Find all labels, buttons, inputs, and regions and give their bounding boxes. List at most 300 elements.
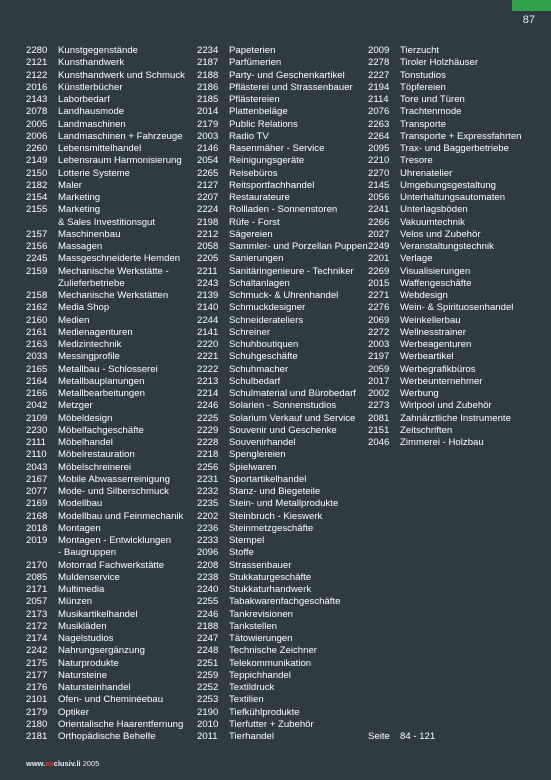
directory-entry [26,682,185,694]
directory-entry [368,94,522,106]
directory-entry [197,131,368,143]
entry-code: 2247 [197,633,219,644]
entry-code: 2140 [197,302,219,314]
entry-code: 2251 [197,657,219,669]
entry-name: Messingprofile [58,351,120,363]
entry-code: 2127 [197,179,219,191]
entry-code: 2233 [197,535,219,546]
entry-code: 2181 [26,731,48,742]
directory-entry [197,204,368,216]
entry-code: 2220 [197,339,219,350]
entry-name: Tonstudios [400,69,446,81]
directory-entry [26,106,185,118]
directory-entry [26,315,185,327]
directory-entry [197,523,368,535]
directory-entry [197,474,368,486]
directory-entry [26,645,185,657]
entry-code: 2246 [197,400,219,412]
directory-entry [197,327,368,339]
entry-code: 2243 [197,277,219,289]
entry-code: 2101 [26,694,48,706]
directory-entry [368,180,522,192]
entry-name: Trachtenmode [400,106,462,118]
entry-name: Media Shop [58,302,110,314]
entry-name: Montagen - Entwicklungen [58,535,172,546]
entry-code: 2182 [26,179,48,191]
entry-name: Möbelhandel [58,437,113,448]
entry-name: Töpfereien [400,81,446,93]
entry-name: Spenglereien [229,449,286,461]
entry-code: 2244 [197,314,219,326]
directory-entry [26,131,185,143]
directory-entry [368,376,522,388]
entry-code: 2076 [368,106,390,118]
entry-code: 2188 [197,620,219,632]
entry-name: Metallbearbeitungen [58,388,145,399]
directory-entry [197,609,368,621]
entry-name: Schmuckdesigner [229,302,306,314]
entry-name: Musikartikelhandel [58,608,138,620]
entry-code: 2019 [26,535,48,546]
directory-entry [26,204,185,216]
directory-entry [197,584,368,596]
directory-entry [368,425,522,437]
entry-code: 2256 [197,461,219,473]
entry-code: 2143 [26,94,48,105]
entry-code: 2202 [197,510,219,522]
directory-entry [26,609,185,621]
entry-name: Schmuck- & Uhrenhandel [229,290,339,301]
entry-code: 2245 [26,253,48,265]
page-range-reference [368,731,435,742]
entry-name: Lotterie Systeme [58,167,130,179]
entry-code: 2266 [368,216,390,228]
entry-name: Parfümerien [229,57,282,69]
directory-entry [197,351,368,363]
entry-code: 2211 [197,265,218,277]
entry-code: 2122 [26,69,48,81]
entry-code: 2095 [368,143,390,154]
entry-code: 2238 [197,571,219,583]
entry-name: Strassenbauer [229,559,292,571]
entry-code: 2069 [368,314,390,326]
entry-code: 2158 [26,290,48,301]
entry-name: Werbeunternehmer [400,375,483,387]
directory-entry [197,437,368,449]
directory-entry [197,290,368,302]
entry-code: 2198 [197,216,219,228]
entry-code: 2156 [26,241,48,252]
directory-column-3 [368,45,522,449]
directory-entry [26,45,185,57]
entry-code: 2218 [197,449,219,461]
directory-entry [26,143,185,155]
entry-name: Sanitäringenieure - Techniker [229,265,354,277]
entry-code: 2205 [197,253,219,265]
entry-name: Zahnärztliche Instrumente [400,412,511,424]
directory-entry [368,278,522,290]
entry-code: 2027 [368,228,390,240]
entry-name: Stukkaturgeschäfte [229,571,312,583]
entry-name: Sammler- und Porzellan Puppen [229,241,368,252]
directory-entry [197,266,368,278]
entry-name: Natursteine [58,669,108,681]
directory-entry [26,302,185,314]
entry-name: & Sales Investitionsgut [58,216,156,228]
entry-code: 2228 [197,437,219,448]
entry-name: Solarien - Sonnenstudios [229,400,337,412]
directory-entry [197,462,368,474]
directory-entry [368,253,522,265]
entry-name: Radio TV [229,130,269,142]
directory-entry [197,106,368,118]
entry-code: 2109 [26,412,48,424]
entry-name: Schuhgeschäfte [229,351,298,363]
entry-code: 2017 [368,375,390,387]
directory-entry [197,682,368,694]
directory-entry [197,658,368,670]
directory-entry [197,241,368,253]
entry-code: 2054 [197,155,219,167]
entry-name: Tankstellen [229,620,277,632]
directory-entry [26,437,185,449]
entry-name: Unterlagsböden [400,204,468,216]
directory-entry [26,266,185,278]
entry-code: 2227 [368,69,390,81]
entry-code: 2249 [368,241,390,252]
directory-entry [368,131,522,143]
entry-code: 2232 [197,486,219,497]
directory-entry [197,645,368,657]
entry-code: 2188 [197,69,219,81]
directory-entry [368,192,522,204]
directory-entry [368,217,522,229]
directory-entry [197,621,368,633]
entry-name: Teppichhandel [229,669,291,681]
directory-entry [26,719,185,731]
entry-code: 2046 [368,437,390,448]
entry-code: 2002 [368,388,390,399]
entry-code: 2265 [197,167,219,179]
entry-code: 2231 [197,473,219,485]
directory-entry [26,119,185,131]
entry-code: 2236 [197,522,219,534]
entry-code: 2264 [368,130,390,142]
entry-code: 2242 [26,645,48,657]
entry-name: Tierfutter + Zubehör [229,718,314,730]
entry-name: Zulieferbetriebe [58,277,125,289]
entry-name: Waffengeschäfte [400,277,472,289]
entry-name: Werbeagenturen [400,339,472,350]
directory-entry [368,302,522,314]
entry-name: Wirlpool und Zubehör [400,400,492,412]
entry-code: 2187 [197,57,219,69]
directory-entry [197,670,368,682]
directory-entry [197,376,368,388]
directory-entry [368,45,522,57]
directory-entry [26,278,185,290]
entry-code: 2145 [368,179,390,191]
entry-name: Trax- und Baggerbetriebe [400,143,509,154]
directory-entry [197,400,368,412]
entry-name: Natursteinhandel [58,682,131,693]
directory-entry [368,70,522,82]
entry-name: Nahrungsergänzung [58,645,145,657]
entry-name: Tätowierungen [229,633,293,644]
entry-name: Tierzucht [400,45,440,56]
directory-entry [368,106,522,118]
directory-entry [26,168,185,180]
entry-code: 2197 [368,351,390,363]
directory-entry [197,694,368,706]
directory-entry [26,486,185,498]
entry-code: 2009 [368,45,390,56]
entry-name: Musikläden [58,620,107,632]
entry-name: Werbegrafikbüros [400,363,476,375]
directory-entry [197,560,368,572]
entry-code: 2150 [26,167,48,179]
entry-code: 2179 [26,706,48,718]
directory-entry [26,596,185,608]
directory-entry [26,621,185,633]
entry-code: 2246 [197,608,219,620]
directory-entry [197,572,368,584]
directory-entry [26,731,185,743]
entry-name: Möbelfachgeschäfte [58,424,144,436]
entry-name: Souvenirhandel [229,437,296,448]
entry-code: 2157 [26,228,48,240]
page-number: 87 [522,14,535,26]
entry-code: 2276 [368,302,390,314]
directory-entry [26,339,185,351]
directory-entry [197,119,368,131]
directory-entry [26,351,185,363]
entry-name: Tiroler Holzhäuser [400,57,479,69]
entry-code: 2179 [197,118,219,130]
entry-code: 2259 [197,669,219,681]
entry-name: Steinbruch - Kieswerk [229,510,323,522]
entry-code: 2229 [197,424,219,436]
directory-entry [26,694,185,706]
entry-name: Marketing [58,204,101,216]
directory-entry [197,253,368,265]
entry-name: Stein- und Metallprodukte [229,498,339,510]
directory-entry [26,241,185,253]
entry-code: 2033 [26,351,48,363]
entry-name: Schaltanlagen [229,277,290,289]
directory-entry [368,339,522,351]
entry-name: Naturprodukte [58,657,119,669]
directory-entry [197,719,368,731]
entry-code: 2043 [26,461,48,473]
entry-name: Umgebungsgestaltung [400,179,497,191]
entry-code: 2058 [197,241,219,252]
entry-code: 2278 [368,57,390,69]
directory-entry [26,425,185,437]
entry-code: 2011 [197,731,218,742]
entry-code: 2171 [26,584,48,595]
entry-name: Motorrad Fachwerkstätte [58,559,165,571]
entry-name: Mechanische Werkstätte - [58,265,169,277]
directory-entry [26,633,185,645]
entry-name: Modellbau [58,498,103,510]
entry-name: Metallbauplanungen [58,375,145,387]
entry-name: Modellbau und Feinmechanik [58,510,184,522]
entry-name: Plattenbeläge [229,106,288,118]
entry-name: Multimedia [58,584,105,595]
entry-name: - Baugruppen [58,547,117,559]
entry-code: 2042 [26,400,48,412]
entry-code: 2111 [26,437,46,448]
entry-name: Rollladen - Sonnenstoren [229,204,338,216]
entry-code: 2139 [197,290,219,301]
directory-entry [197,180,368,192]
entry-name: Transporte [400,118,447,130]
entry-code: 2241 [368,204,390,216]
entry-name: Pflästerei und Strassenbauer [229,81,353,93]
entry-code: 2155 [26,204,48,216]
directory-entry [197,229,368,241]
entry-name: Massgeschneiderte Hemden [58,253,181,265]
directory-entry [26,388,185,400]
entry-code: 2005 [26,118,48,130]
entry-name: Telekommunikation [229,657,312,669]
directory-entry [197,70,368,82]
entry-code: 2273 [368,400,390,412]
directory-entry [26,376,185,388]
directory-entry [197,155,368,167]
page-range-value: 84 - 121 [400,731,436,742]
entry-code: 2154 [26,192,48,203]
directory-entry [368,290,522,302]
directory-entry [197,535,368,547]
directory-entry [26,511,185,523]
footer-website[interactable] [26,759,99,768]
directory-entry [368,82,522,94]
entry-code: 2085 [26,571,48,583]
entry-name: Schulbedarf [229,375,281,387]
entry-code: 2165 [26,363,48,375]
entry-code: 2056 [368,192,390,203]
entry-name: Laborbedarf [58,94,110,105]
entry-code: 2174 [26,633,48,644]
entry-code: 2210 [368,155,390,167]
green-page-tab [512,0,551,11]
directory-entry [197,302,368,314]
entry-code: 2176 [26,682,48,693]
directory-entry [197,707,368,719]
directory-entry [368,413,522,425]
entry-name: Stempel [229,535,265,546]
entry-name: Lebensmittelhandel [58,143,142,154]
entry-name: Maschinenbau [58,228,121,240]
entry-code: 2160 [26,314,48,326]
directory-entry [26,498,185,510]
entry-code: 2159 [26,265,48,277]
entry-code: 2186 [197,81,219,93]
page-range-label: Seite [368,731,390,742]
entry-name: Uhrenatelier [400,167,453,179]
directory-entry [368,437,522,449]
directory-entry [26,70,185,82]
entry-code: 2057 [26,596,48,608]
entry-name: Pflästereien [229,94,280,105]
entry-name: Wein- & Spirituosenhandel [400,302,514,314]
directory-entry [26,180,185,192]
directory-entry [26,658,185,670]
entry-name: Technische Zeichner [229,645,317,657]
entry-code [26,217,58,229]
entry-name: Landhausmode [58,106,125,118]
entry-name: Schreiner [229,326,271,338]
entry-code: 2230 [26,424,48,436]
entry-code: 2121 [26,57,48,69]
entry-name: Party- und Geschenkartikel [229,69,345,81]
entry-code: 2110 [26,449,47,461]
entry-name: Velos und Zubehör [400,228,481,240]
directory-entry [197,388,368,400]
entry-name: Kunstgegenstände [58,45,139,56]
entry-code: 2194 [368,81,390,93]
entry-name: Papeterien [229,45,276,56]
entry-name: Reinigungsgeräte [229,155,305,167]
directory-entry [197,547,368,559]
directory-entry [26,449,185,461]
directory-entry [26,327,185,339]
directory-entry [26,535,185,547]
entry-code: 2214 [197,388,219,399]
entry-name: Optiker [58,706,89,718]
entry-code: 2280 [26,45,48,56]
directory-entry [26,253,185,265]
entry-code: 2016 [26,81,48,93]
entry-code: 2164 [26,375,48,387]
entry-name: Public Relations [229,118,298,130]
entry-name: Schuhmacher [229,363,289,375]
directory-entry [26,217,185,229]
entry-name: Kunsthandwerk und Schmuck [58,69,185,81]
entry-name: Wellnesstrainer [400,326,466,338]
entry-code: 2271 [368,290,390,301]
entry-code: 2175 [26,657,48,669]
entry-code: 2077 [26,486,48,497]
entry-code: 2212 [197,228,219,240]
entry-name: Verlage [400,253,433,265]
entry-code: 2163 [26,339,48,350]
entry-code: 2270 [368,167,390,179]
entry-code: 2173 [26,608,48,620]
entry-name: Werbung [400,388,439,399]
entry-code [26,547,58,559]
entry-code: 2003 [368,339,390,350]
entry-name: Möbelrestauration [58,449,135,461]
entry-code: 2010 [197,718,219,730]
footer-highlight: ex [45,759,54,768]
entry-code: 2222 [197,363,219,375]
directory-entry [26,707,185,719]
directory-entry [368,155,522,167]
entry-name: Solarium Verkauf und Service [229,412,356,424]
directory-entry [197,82,368,94]
entry-name: Muldenservice [58,571,120,583]
entry-code: 2190 [197,706,219,718]
entry-name: Steinmetzgeschäfte [229,522,314,534]
footer-year: 2005 [82,759,100,768]
entry-name: Sägereien [229,228,273,240]
directory-entry [197,511,368,523]
entry-code: 2225 [197,412,219,424]
entry-code: 2003 [197,130,219,142]
